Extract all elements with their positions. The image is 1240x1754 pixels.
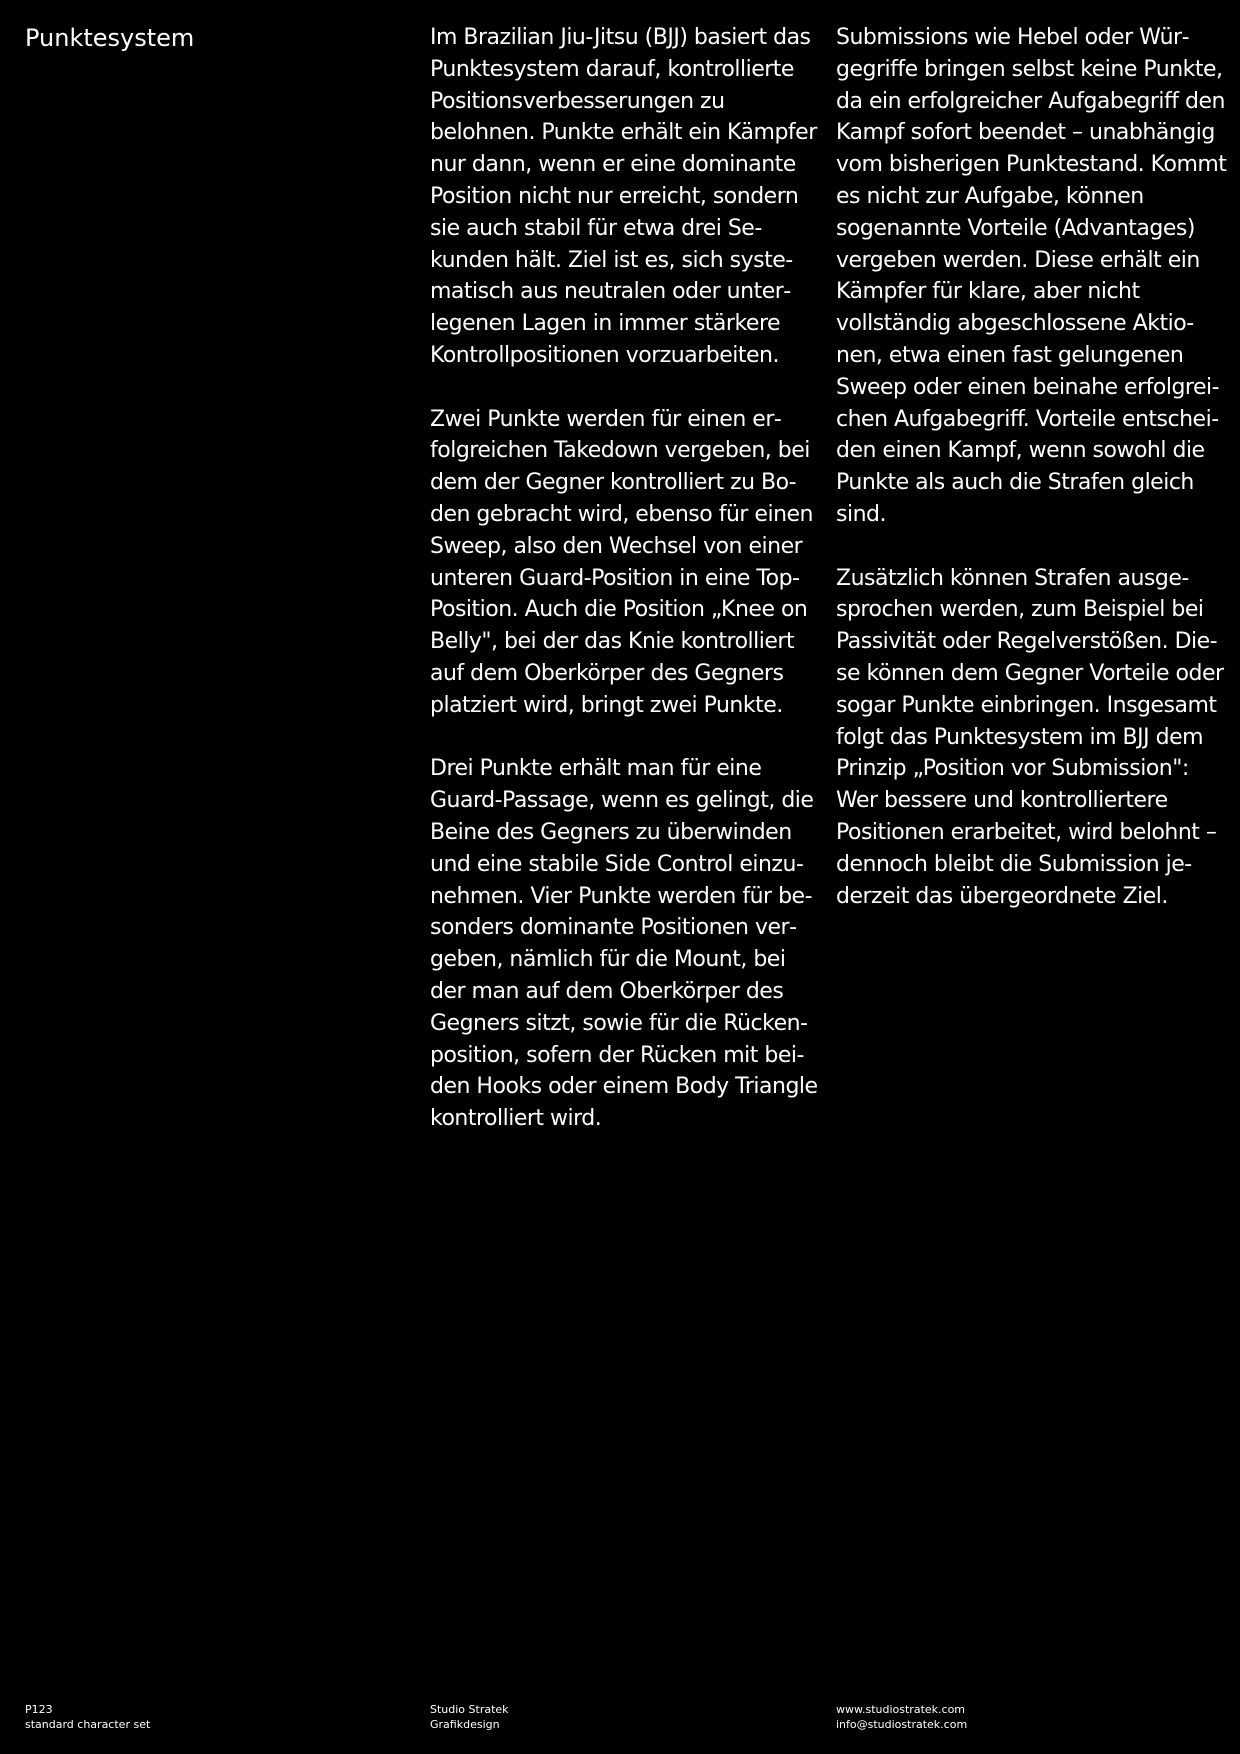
footer-studio: Studio Stratek (430, 1703, 509, 1716)
text-column-right (836, 22, 1231, 944)
footer-email-link[interactable]: info@studiostratek.com (836, 1718, 968, 1731)
footer-charset: standard character set (25, 1718, 151, 1731)
paragraph-penalties: Zusätzlich können Strafen ausgesprochen werden, zum Beispiel bei Passivität oder Regelverstößen. Diese können dem Gegner Vorteile oder sogar Punkte einbringen. Insgesamt folgt das Punktesystem im BJJ dem Prinzip „Position vor Submission": Wer bessere und kontrolliertere Positionen erarbeitet, wird belohnt – dennoch bleibt die Submission jederzeit das übergeordnete Ziel. (836, 565, 1224, 909)
footer-code: P123 (25, 1703, 53, 1716)
page-title: Punktesystem (25, 24, 195, 52)
footer-discipline: Grafikdesign (430, 1718, 500, 1731)
footer-website-link[interactable]: www.studiostratek.com (836, 1703, 966, 1716)
footer-middle (430, 1702, 509, 1732)
paragraph-two-points: Zwei Punkte werden für einen erfolgreichen Takedown vergeben, bei dem der Gegner kontrolliert zu Boden gebracht wird, ebenso für einen Sweep, also den Wechsel von einer unteren Guard-Position in eine Top-Position. Auch die Position „Knee on Belly", bei der das Knie kontrolliert auf dem Oberkörper des Gegners platziert wird, bringt zwei Punkte. (430, 406, 813, 718)
paragraph-three-four-points: Drei Punkte erhält man für eine Guard-Passage, wenn es gelingt, die Beine des Gegners zu überwinden und eine stabile Side Control einzunehmen. Vier Punkte werden für besonders dominante Positionen vergeben, nämlich für die Mount, bei der man auf dem Oberkörper des Gegners sitzt, sowie für die Rückenposition, sofern der Rücken mit beiden Hooks oder einem Body Triangle kontrolliert wird. (430, 756, 818, 1132)
text-column-middle (430, 22, 825, 1167)
footer-right (836, 1702, 967, 1732)
paragraph-intro: Im Brazilian Jiu-Jitsu (BJJ) basiert das Punktesystem darauf, kontrollierte Positionsverbesserungen zu belohnen. Punkte erhält ein Kämpfer nur dann, wenn er eine dominante Position nicht nur erreicht, sondern sie auch stabil für etwa drei Sekunden hält. Ziel ist es, sich systematisch aus neutralen oder unterlegenen Lagen in immer stärkere Kontrollpositionen vorzuarbeiten. (430, 25, 817, 368)
paragraph-submissions-advantages: Submissions wie Hebel oder Würgegriffe bringen selbst keine Punkte, da ein erfolgreicher Aufgabegriff den Kampf sofort beendet – unabhängig vom bisherigen Punktestand. Kommt es nicht zur Aufgabe, können sogenannte Vorteile (Advantages) vergeben werden. Diese erhält ein Kämpfer für klare, aber nicht vollständig abgeschlossene Aktionen, etwa einen fast gelungenen Sweep oder einen beinahe erfolgreichen Aufgabegriff. Vorteile entscheiden einen Kampf, wenn sowohl die Punkte als auch die Strafen gleich sind. (836, 25, 1227, 527)
footer-left (25, 1702, 150, 1732)
